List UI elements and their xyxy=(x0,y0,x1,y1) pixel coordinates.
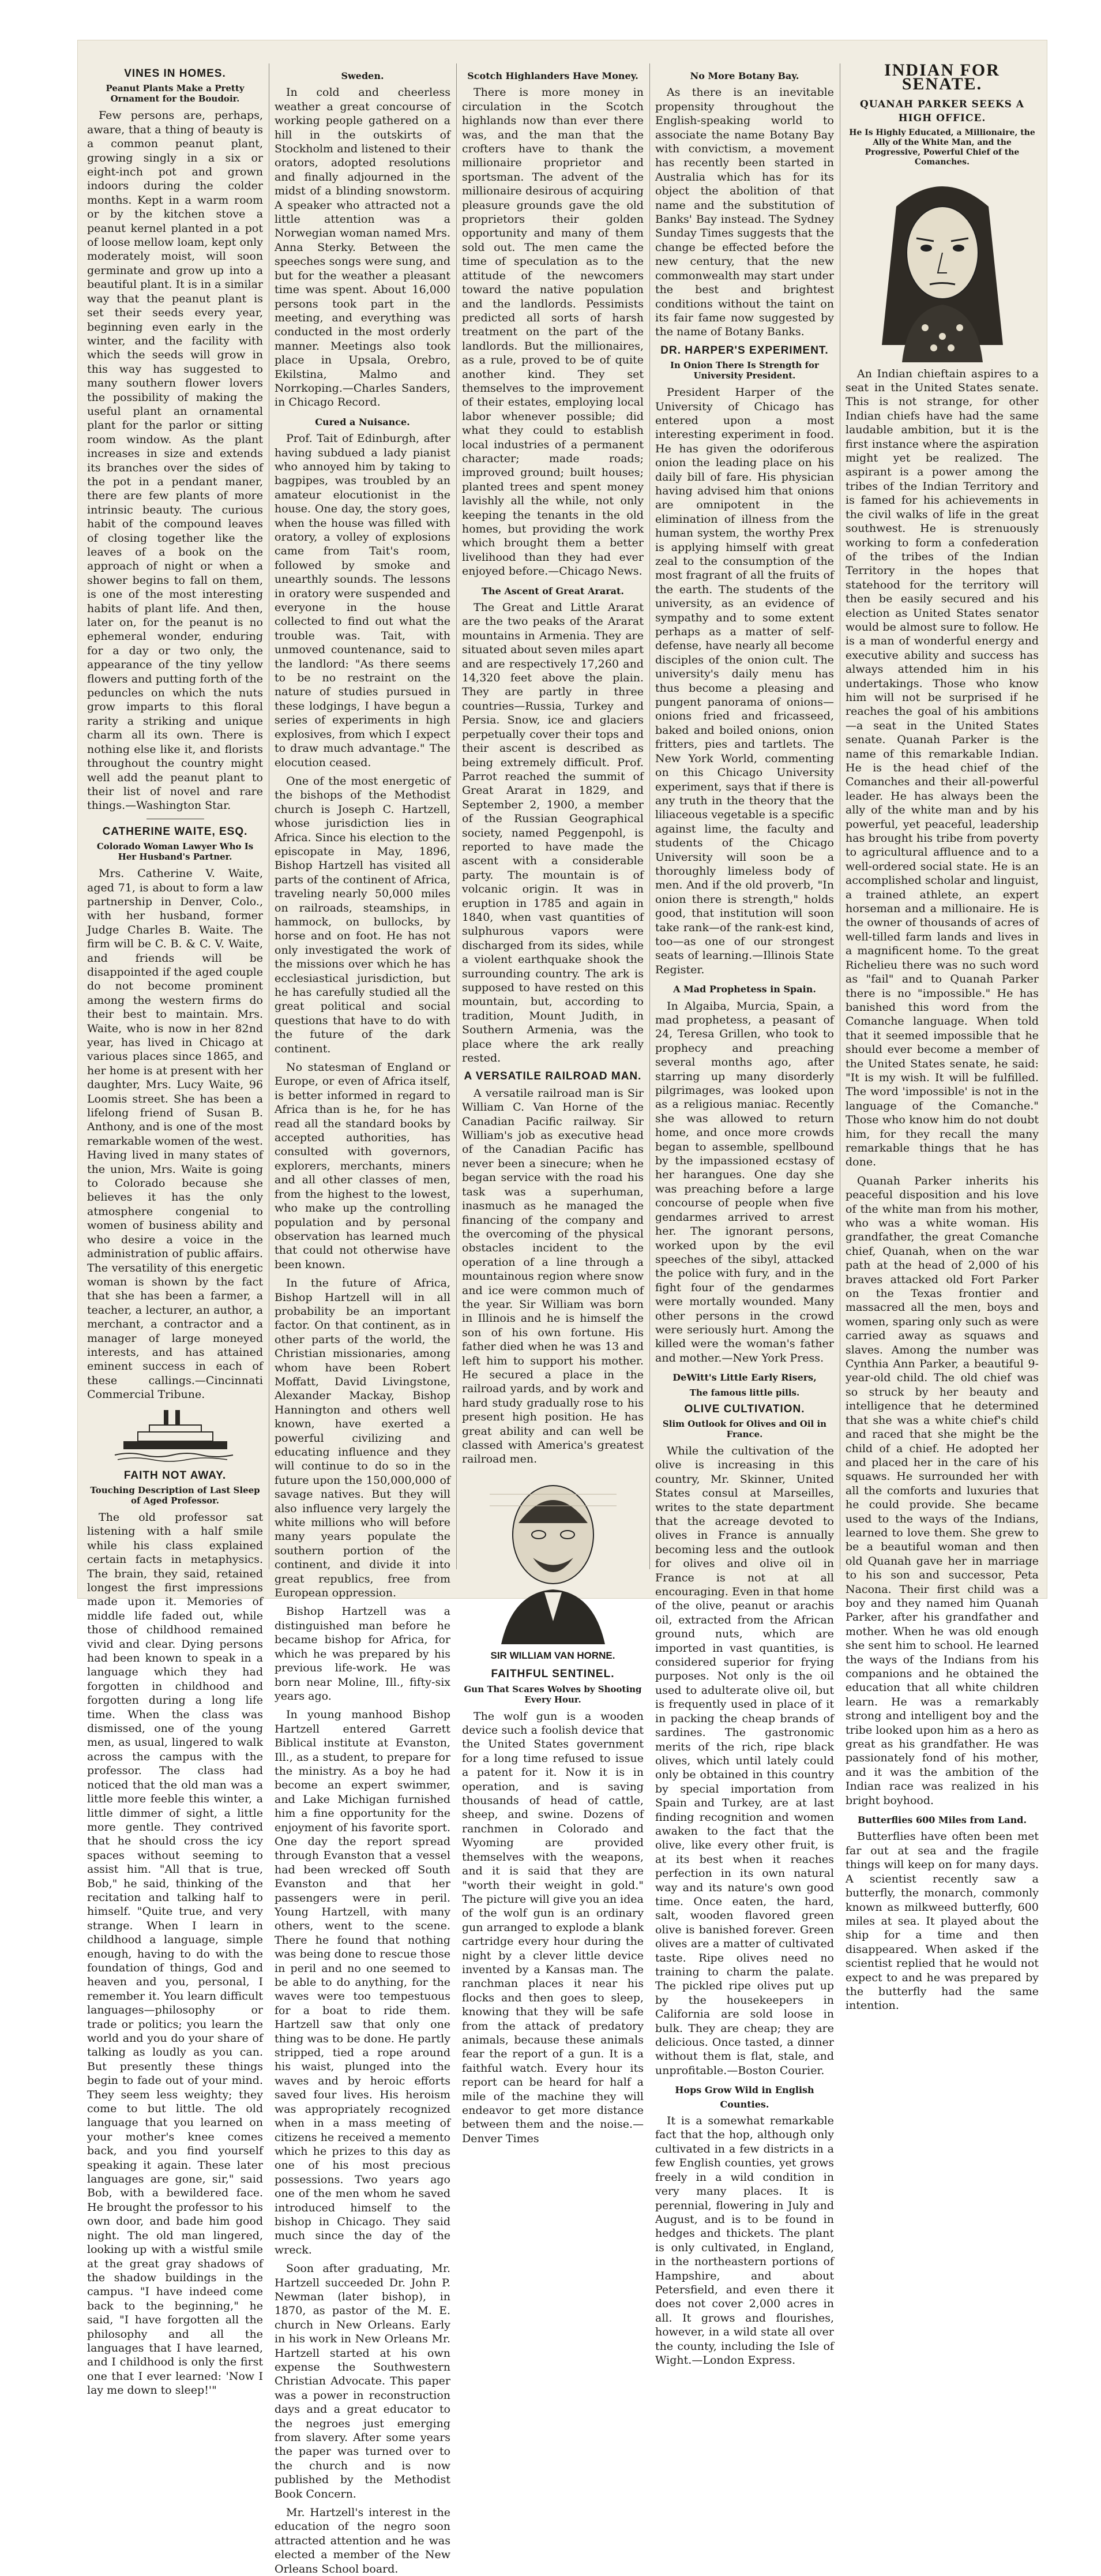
article-hartzell-1: One of the most energetic of the bishops of the Methodist church is Joseph C. Hartzell, whose jurisdiction lies in Africa. Since his election to the episcopate in May, 1896, Bishop Hartzell has visited all parts of the continent of Africa, traveling nearly 50,000 miles on railroads, steamships, in hammock, on bullocks, by horse and on foot. He has not only investigated the work of the missions over which he has ecclesiastical jurisdiction, but he has carefully studied all the great political and social questions that have to do with the future of the dark continent. xyxy=(275,774,450,1055)
headline-olive: OLIVE CULTIVATION. xyxy=(684,1403,805,1415)
headline-hops: Hops Grow Wild in English Counties. xyxy=(675,2084,814,2110)
subhead-harper: In Onion There Is Strength for University President. xyxy=(670,360,819,381)
article-hartzell-3: In the future of Africa, Bishop Hartzell will in all probability be an important factor. On that continent, as in other parts of the world, the Christian missionaries, among whom have been Robert Moffatt, David Livingstone, Alexander Mackay, Bishop Hannington and others well known, have exerted a powerful civilizing and educating influence and they will continue to do so in the future upon the 150,000,000 of savage natives. But they will also influence very largely the white millions who will before many years populate the southern portion of the continent, and divide it into great republics, free from European oppression. xyxy=(275,1277,450,1600)
kicker-quanah: QUANAH PARKER SEEKS A HIGH OFFICE. xyxy=(859,98,1024,125)
steamboat-illustration xyxy=(112,1407,239,1464)
headline-indian-senate: INDIAN FOR SENATE. xyxy=(884,61,1000,94)
column-rule xyxy=(649,63,650,1569)
headline-faith: FAITH NOT AWAY. xyxy=(123,1469,227,1482)
column-1 xyxy=(87,63,263,2397)
subhead-vines: Peanut Plants Make a Pretty Ornament for the Boudoir. xyxy=(106,83,245,104)
newspaper-page xyxy=(78,40,1047,2575)
headline-ararat: The Ascent of Great Ararat. xyxy=(482,585,624,597)
article-hartzell-4: Bishop Hartzell was a distinguished man before he became bishop for Africa, for which he was prepared by his previous life-work. He was born near Moline, Ill., fifty-six years ago. xyxy=(275,1605,450,1703)
article-hartzell-2: No statesman of England or Europe, or even of Africa itself, is better informed in regard to Africa than is he, for he has read all the standard books by accepted authorities, has consulted with governors, explorers, merchants, miners and all other classes of men, from the highest to the lowest, who make up the controlling population and by personal observation has learned much that could not otherwise have been known. xyxy=(275,1061,450,1271)
article-hartzell-5: In young manhood Bishop Hartzell entered Garrett Biblical institute at Evanston, Ill., as a student, to prepare for the ministry. As a boy he had become an expert swimmer, and Lake Michigan furnished him a fine opportunity for the enjoyment of his favorite sport. One day the report spread through Evanston that a vessel had been wrecked off South Evanston and that her passengers were in peril. Young Hartzell, with many others, went to the scene. There he found that nothing was being done to rescue those in peril and no one seemed to be able to do anything, for the waves were too tempestuous for a boat to ride them. Hartzell saw that only one thing was to be done. He partly stripped, tied a rope around his waist, plunged into the waves and by heroic efforts saved four lives. His heroism was appropriately recognized when in a mass meeting of citizens he received a memento which he prizes to this day as one of his most precious possessions. Two years ago one of the men whom he saved introduced himself to the bishop in Chicago. They said much since the day of the wreck. xyxy=(275,1708,450,2256)
column-4 xyxy=(655,63,834,2367)
article-nuisance: Prof. Tait of Edinburgh, after having subdued a lady pianist who annoyed him by taking to bagpipes, was troubled by an amateur elocutionist in the house. One day, the story goes, when the house was filled with oratory, a volley of explosions came from Tait's room, followed by smoke and unearthly sounds. The lessons in oratory were suspended and everyone in the house collected to find out what the trouble was. Tait, with unmoved countenance, said to the landlord: "As there seems to be no restraint on the nature of studies pursued in these lodgings, I have begun a series of experiments in high explosives, from which I expect to draw much advantage." The elocution ceased. xyxy=(275,432,450,769)
article-butterflies: Butterflies have often been met far out at sea and the fragile things will keep on for many days. A scientist recently saw a butterfly, the monarch, commonly known as milkweed butterfly, 600 miles at sea. It played about the ship for a time and then disappeared. When asked if the scientist replied that he would not expect to and he was prepared by the butterfly had the same intention. xyxy=(846,1830,1039,2012)
article-sweden: In cold and cheerless weather a great concourse of working people gathered on a hill in the outskirts of Stockholm and listened to their orators, adopted resolutions and finally adjourned in the midst of a blinding snowstorm. A speaker who attracted not a little attention was a Norwegian woman named Mrs. Anna Sterky. Between the speeches songs were sung, and but for the weather a pleasant time was spent. About 16,000 persons took part in the meeting, and everything was conducted in the most orderly manner. Meetings also took place in Upsala, Orebro, Ekilstina, Malmo and Norrkoping.—Charles Sanders, in Chicago Record. xyxy=(275,86,450,409)
headline-scotch: Scotch Highlanders Have Money. xyxy=(467,70,638,81)
article-vines: Few persons are, perhaps, aware, that a thing of beauty is a common peanut plant, growing singly in a six or eight-inch pot and grown indoors during the colder months. Kept in a warm room or by the kitchen stove a peanut kernel planted in a pot of loose mellow loam, kept only moderately moist, will soon germinate and grow up into a beautiful plant. It is in a similar way that the peanut plant is set their seeds every year, beginning even early in the winter, and the facility with which the seeds will grow in this way has suggested to many southern flower lovers the possibility of making the useful plant an ornamental plant for the parlor or sitting room window. As the plant increases in size and extends its branches over the sides of the pot in a pendant maner, there are few plants of more intrinsic beauty. The curious habit of the compound leaves of closing together like the leaves of a book on the approach of night or when a shower begins to fall on them, is one of the most interesting habits of plant life. And then, later on, for the peanut is no ephemeral wonder, enduring for a day or two only, the appearance of the tiny yellow flowers and putting forth of the peduncles on which the nuts grow imparts to this floral rarity a striking and unique charm all its own. There is nothing else like it, and florists throughout the country might well add the peanut plant to their list of novel and rare things.—Washington Star. xyxy=(87,109,263,812)
article-ararat: The Great and Little Ararat are the two peaks of the Ararat mountains in Armenia. They are situated about seven miles apart and are respectively 17,260 and 14,320 feet above the plain. They are partly in three countries—Russia, Turkey and Persia. Snow, ice and glaciers perpetually cover their tops and their ascent is described as being extremely difficult. Prof. Parrot reached the summit of Great Ararat in 1829, and September 2, 1900, a member of the Russian Geographical society, named Peggenpohl, is reported to have made the ascent with a considerable party. The mountain is of volcanic origin. It was in eruption in 1785 and again in 1840, when vast quantities of sulphurous vapors were discharged from its sides, while a violent earthquake shook the surrounding country. The ark is supposed to have rested on this mountain, but, according to tradition, Mount Judith, in Southern Armenia, was the place where the ark really rested. xyxy=(462,601,644,1065)
article-botany: As there is an inevitable propensity throughout the English-speaking world to associate the name Botany Bay with convictism, a movement has recently been started in Australia which has for its object the abolition of that name and the substitution of Banks' Bay instead. The Sydney Sunday Times suggests that the change be effected before the new century, that the new commonwealth may start under the best and brightest conditions without the taint on its fair fame now suggested by the name of Botany Banks. xyxy=(655,86,834,339)
column-2 xyxy=(275,63,450,2575)
column-5 xyxy=(846,61,1039,2012)
subhead-sentinel: Gun That Scares Wolves by Shooting Every Hour. xyxy=(464,1683,642,1705)
headline-harper: DR. HARPER'S EXPERIMENT. xyxy=(660,344,829,357)
column-3 xyxy=(462,63,644,2145)
article-olive: While the cultivation of the olive is increasing in this country, Mr. Skinner, United States consul at Marseilles, writes to the state department that the acreage devoted to olives in France is annually becoming less and the outlook for olives and olive oil in France is not at all encouraging. Even in that home of the olive, peanut or arachis oil, extracted from the African ground nuts, which are imported in vast quantities, is considered superior for frying purposes. Not only is the oil used to adulterate olive oil, but is frequently used in place of it in packing the cheap brands of sardines. The gastronomic merits of the rich, ripe black olives, which until lately could only be obtained in this country by special importation from Spain and Turkey, are at last finding recognition and women awaken to the fact that the olive, like every other fruit, is at its best when it reaches perfection in its own natural way and its nature's own good time. Once eaten, the hard, salt, wooden flavored green olive is banished forever. Green olives are a matter of cultivated taste. Ripe olives need no training to charm the palate. The pickled ripe olives put up by the housekeepers in California are sold loose in bulk. They are cheap; they are delicious. Once tasted, a dinner without them is flat, stale, and unprofitable.—Boston Courier. xyxy=(655,1444,834,2077)
headline-sweden: Sweden. xyxy=(341,70,384,81)
article-waite: Mrs. Catherine V. Waite, aged 71, is about to form a law partnership in Denver, Colo., with her husband, former Judge Charles B. Waite. The firm will be C. B. & C. V. Waite, and friends will be disappointed if the aged couple do not become prominent among the western firms do their best to maintain. Mrs. Waite, who is now in her 82nd year, has lived in Chicago at various places since 1865, and her home is at present with her daughter, Mrs. Lucy Waite, 96 Loomis street. She has been a lifelong friend of Susan B. Anthony, and is one of the most remarkable women of the west. Having lived in many states of the union, Mrs. Waite is going to Colorado because she believes it has the only atmosphere congenial to women of business ability and who desire a voice in the administration of public affairs. The versatility of this energetic woman is shown by the fact that she has been a farmer, a teacher, a lecturer, an author, a merchant, a contractor and a manager of large moneyed interests, and has attained eminent success in each of these callings.—Cincinnati Commercial Tribune. xyxy=(87,867,263,1401)
article-hartzell-7: Mr. Hartzell's interest in the education of the negro soon attracted attention and he was elected a member of the New Orleans School board. xyxy=(275,2506,450,2575)
headline-butterflies: Butterflies 600 Miles from Land. xyxy=(857,1814,1027,1826)
advert-dewitt-sub: The famous little pills. xyxy=(689,1387,800,1398)
advert-dewitt: DeWitt's Little Early Risers, xyxy=(672,1372,817,1383)
article-prophetess: In Algaiba, Murcia, Spain, a mad prophetess, a peasant of 24, Teresa Grillen, who took to prophecy and preaching several months ago, after starring up many disorderly pilgrimages, was looked upon as a religious maniac. Recently she was allowed to return home, and once more crowds began to assemble, spellbound by the impassioned ecstasy of her harangues. One day she was preaching before a large concourse of people when five gendarmes arrived to arrest her. The ignorant persons, worked upon by the evil speeches of the sibyl, attacked the police with fury, and in the fight four of the gendarmes were mortally wounded. Many other persons in the crowd were seriously hurt. Among the killed were the woman's father and mother.—New York Press. xyxy=(655,999,834,1364)
deck-quanah: He Is Highly Educated, a Millionaire, the Ally of the White Man, and the Progressive, Powerful Chief of the Comanches. xyxy=(849,128,1035,167)
headline-waite: CATHERINE WAITE, ESQ. xyxy=(102,825,248,838)
article-faith: The old professor sat listening with a half smile while his class explained certain facts in metaphysics. The brain, they said, retained longest the first impressions made upon it. Memories of middle life faded out, while those of childhood remained vivid and clear. Dying persons had been known to speak in a language which they had forgotten in childhood and forgotten during a long life time. When the class was dismissed, one of the young men, as usual, lingered to walk across the campus with the professor. The class had noticed that the old man was a little more feeble this winter, a little dimmer of sight, a little more gentle. They contrived that he should cross the icy spaces without seeming to assist him. "All that is true, Bob," he said, thinking of the recitation and talking half to himself. "Quite true, and very strange. When I learn in childhood a language, simple enough, having to do with the foundation of things, God and heaven and you, personal, I remember it. You learn difficult languages—philosophy or trade or politics; you learn the world and you do your share of talking as loudly as you can. But presently these things begin to fade out of your mind. They seem less weighty; they come to but little. The old language that you learned on your mother's knee comes back, and you find yourself speaking it again. These later languages are gone, sir," said Bob, with a bewildered face. He brought the professor to his own door, and bade him good night. The old man lingered, looking up with a wistful smile at the great gray shadows of the shadow buildings in the campus. "I have indeed come back to the beginning," he said, "I have forgotten all the philosophy and all the languages that I have learned, and I childhood is only the first one that I ever learned: 'Now I lay me down to sleep!'" xyxy=(87,1510,263,2397)
article-quanah-2: Quanah Parker inherits his peaceful disposition and his love of the white man from his mother, who was a white woman. His grandfather, the great Comanche chief, Quanah, when on the war path at the head of 2,000 of his braves attacked old Fort Parker on the Texas frontier and massacred all the men, boys and women, sparing only such as were carried away as squaws and slaves. Among the number was Cynthia Ann Parker, a beautiful 9-year-old child. The old chief was so struck by her beauty and intelligence that he determined that she was a white chief's child and raced that she might be the child of a chief. He adopted her and placed her in the care of his squaws. He surrounded her with all the comforts and luxuries that he could provide. She became used to the ways of the Indians, learned to love them. She grew to be a beautiful woman and then old Quanah gave her in marriage to his son and successor, Peta Nacona. Their first child was a boy and they named him Quanah Parker, after his grandfather and mother. When he was old enough she sent him to school. He learned the ways of the Indians from his companions and he obtained the education that all white children learn. He was a remarkably strong and intelligent boy and the tribe looked upon him as a hero as great as his grandfather. He was passionately fond of his mother, and it was the ambition of the Indian race was realized in his bright boyhood. xyxy=(846,1174,1039,1807)
article-sentinel: The wolf gun is a wooden device such a foolish device that the United States government for a long time refused to issue a patent for it. Now it is in operation, and is saving thousands of head of cattle, sheep, and swine. Dozens of ranchmen in Colorado and Wyoming are provided themselves with the weapons, and it is said that they are "worth their weight in gold." The picture will give you an idea of the wolf gun is an ordinary gun arranged to explode a blank cartridge every hour during the night by a clever little device invented by a Kansas man. The ranchman places it near his flocks and then goes to sleep, knowing that they will be safe from the attack of predatory animals, because these animals fear the report of a gun. It is a faithful watch. Every hour its report can be heard for half a mile of the machine they will endeavor to get more distance between them and the noise.—Denver Times xyxy=(462,1709,644,2145)
article-hops: It is a somewhat remarkable fact that the hop, although only cultivated in a few districts in a few English counties, yet grows freely in a wild condition in very many places. It is perennial, flowering in July and August, and is to be found in hedges and thickets. The plant is only cultivated, in England, in the northeastern portions of Hampshire, and about Petersfield, and even there it does not cover 2,000 acres in all. It grows and flourishes, however, in a wild state all over the county, including the Isle of Wight.—London Express. xyxy=(655,2114,834,2367)
article-scotch: There is more money in circulation in the Scotch highlands now than ever there was, and the man that the crofters have to thank the millionaire proprietor and sportsman. The advent of the millionaire desirous of acquiring pleasure grounds gave the old proprietors their golden opportunity and many of them sold out. The men came the time of speculation as to the attitude of the newcomers toward the native population and the landlords. Pessimists predicted all sorts of harsh treatment on the part of the landlords. But the millionaires, as a rule, proved to be of quite another kind. They set themselves to the improvement of their estates, employing local labor whenever possible; did what they could to establish local industries of a permanent character; made roads; improved ground; built houses; planted trees and spent money lavishly all the while, not only keeping the tenants in the old homes, but providing the work which brought them a better livelihood than they had ever enjoyed before.—Chicago News. xyxy=(462,86,644,578)
headline-prophetess: A Mad Prophetess in Spain. xyxy=(673,984,816,995)
article-hartzell-6: Soon after graduating, Mr. Hartzell succeeded Dr. John P. Newman (later bishop), in 1870, as pastor of the M. E. church in New Orleans. Early in his work in New Orleans Mr. Hartzell started at his own expense the Southwestern Christian Advocate. This paper was a power in reconstruction days and a great educator to the negroes just emerging from slavery. After some years the paper was turned over to the church and is now published by the Methodist Book Concern. xyxy=(275,2262,450,2500)
column-rule xyxy=(456,63,457,1569)
portrait-quanah-parker xyxy=(862,172,1023,362)
portrait-caption: SIR WILLIAM VAN HORNE. xyxy=(490,1649,615,1661)
portrait-van-horne xyxy=(478,1471,628,1644)
headline-botany: No More Botany Bay. xyxy=(690,70,799,81)
subhead-faith: Touching Description of Last Sleep of Aged Professor. xyxy=(90,1484,260,1506)
headline-vines: VINES IN HOMES. xyxy=(124,68,226,80)
headline-railroad: A VERSATILE RAILROAD MAN. xyxy=(464,1070,642,1083)
subhead-olive: Slim Outlook for Olives and Oil in France. xyxy=(662,1418,827,1439)
article-railroad: A versatile railroad man is Sir William C. Van Horne of the Canadian Pacific railway. Sir William's job as executive head of the Canadian Pacific has never been a sinecure; when he began service with the road his task was a superhuman, inasmuch as he managed the financing of the company and the overcoming of the physical obstacles incident to the operation of a line through a mountainous region where snow and ice were common much of the year. Sir William was born in Illinois and he is himself the son of his own fortune. His father died when he was 13 and left him to support his mother. He secured a place in the railroad yards, and by work and hard study gradually rose to his present high position. He has great ability and can well be classed with America's greatest railroad men. xyxy=(462,1086,644,1466)
headline-nuisance: Cured a Nuisance. xyxy=(315,416,410,428)
article-quanah-1: An Indian chieftain aspires to a seat in the United States senate. This is not strange, for other Indian chiefs have had the same laudable ambition, but it is the first instance where the aspiration might yet be realized. The aspirant is a power among the tribes of the Indian Territory and is famed for his achievements in the civil walks of life in the great southwest. He is strenuously working to form a confederation of the tribes of the Indian Territory in the hopes that statehood for the territory will then be easily secured and his election as United States senator would be almost sure to follow. He is a man of wonderful energy and executive ability and success has always attended him in his undertakings. Those who know him will not be surprised if he reaches the goal of his ambitions—a seat in the United States senate. Quanah Parker is the name of this remarkable Indian. He is the head chief of the Comanches and their all-powerful leader. He has always been the ally of the white man and by his powerful, yet peaceful, leadership has brought his tribe from poverty to agricultural affluence and to a well-ordered social state. He is an accomplished scholar and linguist, a trained athlete, an expert horseman and a millionaire. He is the owner of thousands of acres of well-tilled farm lands and lives in a magnificent home. To the great Richelieu there was no such word as "fail" and to Quanah Parker there is no "impossible." He has banished this word from the Comanche language. When told that it seemed impossible that he should ever become a member of the United States senate, he said: "It is my wish. It will be fulfilled. The word 'impossible' is not in the language of the Comanche." Those who know him do not doubt him, for they recall the many remarkable things that he has done. xyxy=(846,367,1039,1169)
article-harper: President Harper of the University of Chicago has entered upon a most interesting experiment in food. He has given the odoriferous onion the leading place on his daily bill of fare. His physician having advised him that onions are omnipotent in the elimination of illness from the human system, the worthy Prex is applying himself with great zeal to the consumption of the most fragrant of all the fruits of the earth. The students of the university, as an evidence of sympathy and to some extent perhaps as a matter of self-defense, have nearly all become disciples of the onion cult. The university's daily menu has thus become a pleasing and pungent panorama of onions—onions fried and fricasseed, baked and boiled onions, onion fritters, pies and tartlets. The New York World, commenting on this Chicago University experiment, says that if there is any truth in the theory that the liliaceous vegetable is a specific against lime, the faculty and students of the Chicago University will soon be a thoroughly limeless body of men. And if the old proverb, "In onion there is strength," holds good, that institution will soon take rank—of the rank-est kind, too—as one of our strongest seats of learning.—Illinois State Register. xyxy=(655,386,834,976)
headline-sentinel: FAITHFUL SENTINEL. xyxy=(491,1668,615,1681)
subhead-waite: Colorado Woman Lawyer Who Is Her Husband's Partner. xyxy=(96,841,254,863)
